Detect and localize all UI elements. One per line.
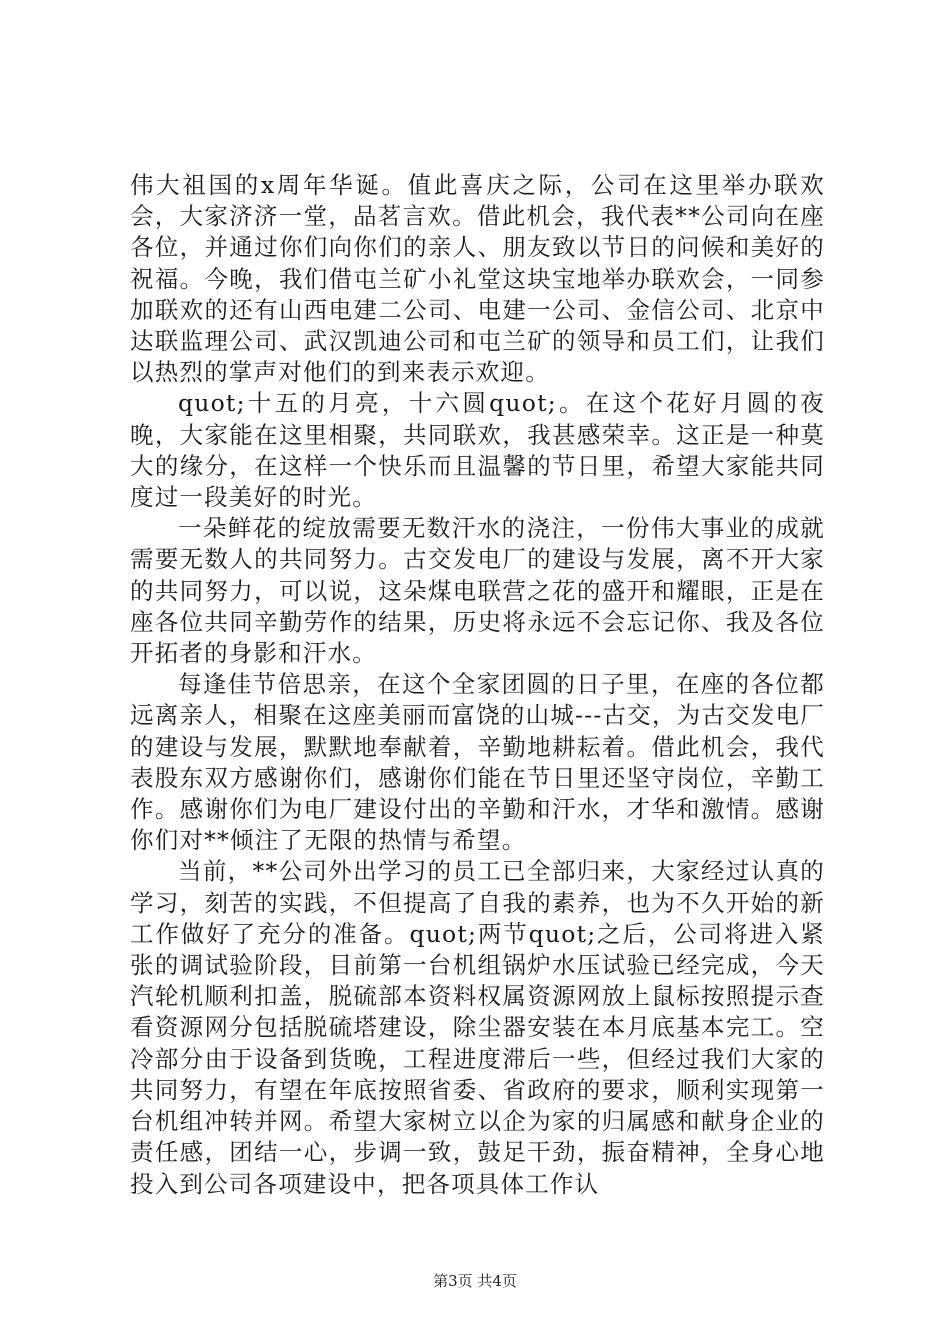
paragraph-2: quot;十五的月亮，十六圆quot;。在这个花好月圆的夜晚，大家能在这里相聚，共同联欢，我甚感荣幸。这正是一种莫大的缘分，在这样一个快乐而且温馨的节日里，希望大家能共同度过一段美好的时光。 xyxy=(130,389,825,512)
page-footer: 第3页 共4页 xyxy=(433,1272,517,1290)
paragraph-3: 一朵鲜花的绽放需要无数汗水的浇注，一份伟大事业的成就需要无数人的共同努力。古交发电厂的建设与发展，离不开大家的共同努力，可以说，这朵煤电联营之花的盛开和耀眼，正是在座各位共同辛勤劳作的结果，历史将永远不会忘记你、我及各位开拓者的身影和汗水。 xyxy=(130,514,825,668)
paragraph-1: 伟大祖国的x周年华诞。值此喜庆之际，公司在这里举办联欢会，大家济济一堂，品茗言欢。借此机会，我代表**公司向在座各位，并通过你们向你们的亲人、朋友致以节日的问候和美好的祝福。今晚，我们借屯兰矿小礼堂这块宝地举办联欢会，一同参加联欢的还有山西电建二公司、电建一公司、金信公司、北京中达联监理公司、武汉凯迪公司和屯兰矿的领导和员工们，让我们以热烈的掌声对他们的到来表示欢迎。 xyxy=(130,171,825,387)
document-body xyxy=(130,170,825,1200)
paragraph-5: 当前，**公司外出学习的员工已全部归来，大家经过认真的学习，刻苦的实践，不但提高了自我的素养，也为不久开始的新工作做好了充分的准备。quot;两节quot;之后，公司将进入紧张的调试验阶段，目前第一台机组锅炉水压试验已经完成，今天汽轮机顺利扣盖，脱硫部本资料权属资源网放上鼠标按照提示查看资源网分包括脱硫塔建设，除尘器安装在本月底基本完工。空冷部分由于设备到货晚，工程进度滞后一些，但经过我们大家的共同努力，有望在年底按照省委、省政府的要求，顺利实现第一台机组冲转并网。希望大家树立以企为家的归属感和献身企业的责任感，团结一心，步调一致，鼓足干劲，振奋精神，全身心地投入到公司各项建设中，把各项具体工作认 xyxy=(130,857,825,1198)
paragraph-4: 每逢佳节倍思亲，在这个全家团圆的日子里，在座的各位都远离亲人，相聚在这座美丽而富饶的山城---古交，为古交发电厂的建设与发展，默默地奉献着，辛勤地耕耘着。借此机会，我代表股东双方感谢你们，感谢你们能在节日里还坚守岗位，辛勤工作。感谢你们为电厂建设付出的辛勤和汗水，才华和激情。感谢你们对**倾注了无限的热情与希望。 xyxy=(130,670,825,855)
